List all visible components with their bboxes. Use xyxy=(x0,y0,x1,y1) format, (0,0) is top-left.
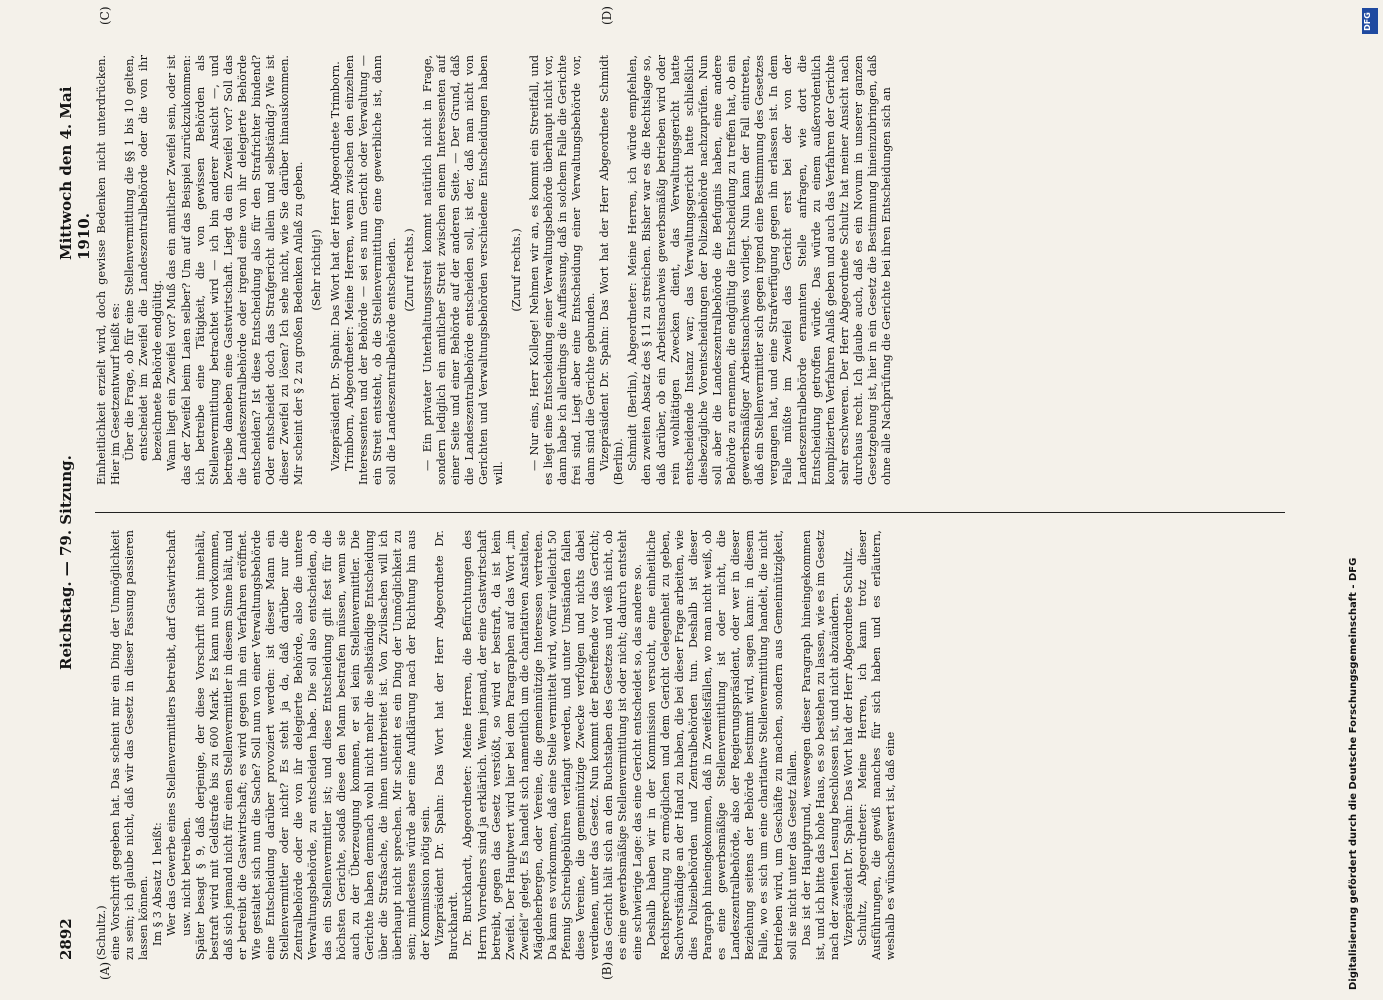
left-paragraph: Dr. Burckhardt, Abgeordneter: Meine Herren, die Befürchtungen des Herrn Vorredners sind ja erklärlich. Wenn jemand, der eine Gastwirtschaft betreibt, gegen das Gesetz verstößt, so wird er bestraft, da ist kein Zweifel. Der Hauptwert wird hier bei dem Paragraphen auf das Wort „im Zweifel“ gelegt. Es handelt sich namentlich um die charitativen Anstalten, Mägdeherbergen, oder Vereine, die gemeinnützige Interessen vertreten. Da kann es vorkommen, daß eine Stelle vermittelt wird, wofür vielleicht 50 Pfennig Schreibgebühren verlangt werden, und unter Umständen fallen diese Vereine, die gemeinnützige Zwecke verfolgen und nichts dabei verdienen, unter das Gesetz. Nun kommt der Betreffende vor das Gericht; das Gericht hält sich an den Buchstaben des Gesetzes und weiß nicht, ob es eine gewerbsmäßige Stellenvermittlung ist oder nicht; dadurch entsteht eine schwierige Lage: das eine Gericht entscheidet so, das andere so. xyxy=(461,530,644,960)
page-number: 2892 xyxy=(57,918,75,960)
dfg-logo xyxy=(1362,8,1378,34)
right-paragraph: Vizepräsident Dr. Spahn: Das Wort hat der Herr Abgeordnete Trimborn. xyxy=(328,61,342,471)
digitization-note xyxy=(1348,10,1370,990)
right-paragraph: Einheitlichkeit erzielt wird, doch gewisse Bedenken nicht unterdrücken. Hier im Gesetzentwurf heißt es: xyxy=(95,55,123,485)
left-quote: Wer das Gewerbe eines Stellenvermittlers betreibt, darf Gastwirtschaft usw. nicht betreiben. xyxy=(165,530,193,936)
column-divider xyxy=(95,512,1285,513)
dfg-logo-text: DFG xyxy=(1362,12,1372,31)
interjection: (Sehr richtig!) xyxy=(310,229,324,311)
left-paragraph: Später besagt § 9, daß derjenige, der diese Vorschrift nicht innehält, bestraft wird mit Geldstrafe bis zu 600 Mark. Es kann nun vorkommen, daß sich jemand nicht für einen Stellenvermittler in diesem Sinne hält, und er betreibt die Gastwirtschaft; es wird gegen ihn ein Verfahren eröffnet. Wie gestaltet sich nun die Sache? Soll nun von einer Verwaltungsbehörde eine Entscheidung darüber provoziert werden: ist dieser Mann ein Stellenvermittler oder nicht? Es steht ja da, daß darüber nur die Zentralbehörde oder die von ihr delegierte Behörde, also die untere Verwaltungsbehörde, zu entscheiden habe. Die soll also entscheiden, ob das ein Stellenvermittler ist; und diese Entscheidung gilt fest für die höchsten Gerichte, sodaß diese den Mann bestrafen müssen, wenn sie auch zu der Überzeugung kommen, er sei kein Stellenvermittler. Die Gerichte haben demnach wohl nicht mehr die selbständige Entscheidung über die Strafsache, die ihnen unterbreitet ist. Von Zivilsachen will ich überhaupt nicht sprechen. Mir scheint es ein Ding der Unmöglichkeit zu sein; mindestens würde aber eine Aufklärung nach der Richtung hin aus der Kommission nötig sein. xyxy=(193,530,433,960)
left-column xyxy=(95,530,1285,960)
margin-marker-d: (D) xyxy=(600,6,614,25)
right-paragraph: Wann liegt ein Zweifel vor? Muß das ein amtlicher Zweifel sein, oder ist das der Zweifel beim Laien selber? Um auf das Beispiel zurückzukommen: ich betreibe eine Tätigkeit, die von gewissen Behörden als Stellenvermittlung betrachtet wird — ich bin anderer Ansicht —, und betreibe daneben eine Gastwirtschaft. Liegt da ein Zweifel vor? Soll das die Landeszentralbehörde oder irgend eine von ihr delegierte Behörde entscheiden? Ist diese Entscheidung also für den Strafrichter bindend? Oder entscheidet doch das Strafgericht allein und selbständig? Wie ist dieser Zweifel zu lösen? Ich sehe nicht, wie Sie darüber hinauskommen. Mir scheint der § 2 zu großen Bedenken Anlaß zu geben. xyxy=(165,55,306,485)
margin-marker-c: (C) xyxy=(98,6,112,25)
left-paragraph: (Schultz.) xyxy=(95,905,108,960)
margin-marker-a: (A) xyxy=(98,961,112,980)
interjection: (Zuruf rechts.) xyxy=(402,228,416,312)
digitization-note-text: Digitalisierung gefördert durch die Deutsche Forschungsgemeinschaft - DFG xyxy=(1348,557,1359,990)
left-paragraph: Vizepräsident Dr. Spahn: Das Wort hat der Herr Abgeordnete Schultz. xyxy=(841,547,855,946)
right-paragraph: Vizepräsident Dr. Spahn: Das Wort hat der Herr Abgeordnete Schmidt (Berlin). xyxy=(598,55,626,485)
margin-marker-b: (B) xyxy=(600,961,614,980)
left-paragraph: Im § 3 Absatz 1 heißt: xyxy=(151,822,165,946)
left-paragraph: Das ist der Hauptgrund, weswegen dieser Paragraph hineingekommen ist, und ich bitte das hohe Haus, es so bestehen zu lassen, wie es im Gesetz nach der zweiten Lesung beschlossen ist, und nicht abzuändern. xyxy=(799,530,841,960)
right-paragraph: — Ein privater Unterhaltungsstreit kommt natürlich nicht in Frage, sondern lediglich ein amtlicher Streit zwischen einem Interessenten auf einer Seite und einer Behörde auf der anderen Seite. — Der Grund, daß die Landeszentralbehörde entscheiden soll, ist der, daß man nicht von Gerichten und Verwaltungsbehörden verschiedene Entscheidungen haben will. xyxy=(421,55,505,485)
left-running-title: Reichstag. — 79. Sitzung. xyxy=(57,455,75,670)
right-quote: Über die Frage, ob für eine Stellenvermittlung die §§ 1 bis 10 gelten, entscheidet im Zweifel die Landeszentralbehörde oder die von ihr bezeichnete Behörde endgültig. xyxy=(123,55,165,461)
right-paragraph: Trimborn, Abgeordneter: Meine Herren, wenn zwischen den einzelnen Interessenten und der Behörde — sei es nun Gericht oder Verwaltung — ein Streit entsteht, ob die Stellenvermittlung eine gewerbliche ist, dann soll die Landeszentralbehörde entscheiden. xyxy=(342,55,398,485)
left-paragraph: Vizepräsident Dr. Spahn: Das Wort hat der Herr Abgeordnete Dr. Burckhardt. xyxy=(433,530,461,960)
left-paragraph: Deshalb haben wir in der Kommission versucht, eine einheitliche Rechtsprechung zu ermöglichen und dem Gericht Gelegenheit zu geben, Sachverständige an der Hand zu haben, die bei dieser Frage arbeiten, wie dies Polizeibehörden und Zentralbehörden tun. Deshalb ist dieser Paragraph hineingekommen, daß in Zweifelsfällen, wo man nicht weiß, ob es eine gewerbsmäßige Stellenvermittlung ist oder nicht, die Landeszentralbehörde, also der Regierungspräsident, oder wer in dieser Beziehung seitens der Behörde bestimmt wird, sagen kann: in diesem Falle, wo es sich um eine charitative Stellenvermittlung handelt, die nicht betrieben wird, um Geschäfte zu machen, sondern aus Gemeinnützigkeit, soll sie nicht unter das Gesetz fallen. xyxy=(644,530,799,960)
right-paragraph: — Nur eins, Herr Kollege! Nehmen wir an, es kommt ein Streitfall, und es liegt eine Entscheidung einer Verwaltungsbehörde überhaupt nicht vor, dann habe ich allerdings die Auffassung, daß in solchem Falle die Gerichte frei sind. Liegt aber eine Entscheidung einer Verwaltungsbehörde vor, dann sind die Gerichte gebunden. xyxy=(527,55,598,485)
right-column xyxy=(95,55,1285,485)
left-paragraph: Schultz, Abgeordneter: Meine Herren, ich kann trotz dieser Ausführungen, die gewiß manches für sich haben und es erläutern, weshalb es wünschenswert ist, daß eine xyxy=(856,530,898,960)
right-running-title: Mittwoch den 4. Mai 1910. xyxy=(57,86,93,260)
page-header xyxy=(55,40,93,960)
right-paragraph: Schmidt (Berlin), Abgeordneter: Meine Herren, ich würde empfehlen, den zweiten Absatz des § 11 zu streichen. Bisher war es die Rechtslage so, daß darüber, ob ein Arbeitsnachweis gewerbsmäßig betrieben wird oder rein wohltätigen Zwecken dient, das Verwaltungsgericht hatte entscheidende Instanz war; das Verwaltungsgericht hatte schließlich diesbezügliche Vorentscheidungen der Polizeibehörde nachzuprüfen. Nun soll aber die Landeszentralbehörde die Befugnis haben, eine andere Behörde zu ernennen, die endgültig die Entscheidung zu treffen hat, ob ein gewerbsmäßiger Arbeitsnachweis vorliegt. Nun kann der Fall eintreten, daß ein Stellenvermittler sich gegen irgend eine Bestimmung des Gesetzes vergangen hat, und eine Strafverfügung gegen ihn erlassen ist. In dem Falle müßte im Zweifel das Gericht erst bei der von der Landeszentralbehörde ernannten Stelle anfragen, wie dort die Entscheidung getroffen würde. Das würde zu einem außerordentlich komplizierten Verfahren Anlaß geben und auch das Verfahren der Gerichte sehr erschweren. Der Herr Abgeordnete Schultz hat meiner Ansicht nach durchaus recht. Ich glaube auch, daß es ein Novum in unserer ganzen Gesetzgebung ist, hier in ein Gesetz die Bestimmung hineinzubringen, daß ohne alle Nachprüfung die Gerichte bei ihren Entscheidungen sich an xyxy=(626,55,894,485)
left-paragraph: eine Vorschrift gegeben hat. Das scheint mir ein Ding der Unmöglichkeit zu sein; ich glaube nicht, daß wir das Gesetz in dieser Fassung passieren lassen können. xyxy=(109,530,151,960)
interjection: (Zuruf rechts.) xyxy=(509,228,523,312)
